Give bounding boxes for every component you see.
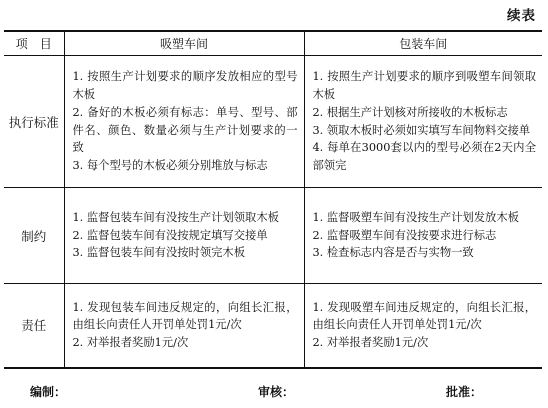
row-category: 制约 <box>4 188 64 284</box>
list-item: 2. 对举报者奖励1元/次 <box>312 336 429 350</box>
table-row-responsibility <box>4 284 542 368</box>
table-row-standard <box>4 56 542 188</box>
header-molding-workshop: 吸塑车间 <box>64 31 304 56</box>
table-row-constraint <box>4 188 542 284</box>
list-item: 2. 备好的木板必须有标志：单号、型号、部件名、颜色、数量必须与生产计划要求的一致 <box>72 105 298 155</box>
list-item: 3. 监督包装车间有没按时领完木板 <box>72 246 246 260</box>
list-item: 3. 检查标志内容是否与实物一致 <box>312 246 474 260</box>
continued-label: 续表 <box>507 8 536 24</box>
packing-cell <box>304 188 542 284</box>
list-item: 3. 领取木板时必须如实填写车间物料交接单 <box>312 123 531 137</box>
list-item: 2. 根据生产计划核对所接收的木板标志 <box>312 105 508 119</box>
row-category: 责任 <box>4 284 64 368</box>
list-item: 4. 每单在3000套以内的型号必须在2天内全部领完 <box>312 141 536 173</box>
header-packing-workshop: 包装车间 <box>304 31 542 56</box>
packing-cell <box>304 284 542 368</box>
reviewed-by-label: 审核： <box>258 385 295 399</box>
list-item: 1. 发现吸塑车间违反规定的，向组长汇报，由组长向责任人开罚单处罚1元/次 <box>312 300 536 332</box>
table-header-row <box>4 31 542 56</box>
packing-cell <box>304 56 542 188</box>
row-category: 执行标准 <box>4 56 64 188</box>
prepared-by-label: 编制： <box>30 385 67 399</box>
approved-by-label: 批准： <box>446 385 483 399</box>
molding-cell <box>64 188 304 284</box>
header-item: 项 目 <box>4 31 64 56</box>
list-item: 1. 按照生产计划要求的顺序发放相应的型号木板 <box>72 70 298 101</box>
responsibility-table <box>4 30 542 369</box>
list-item: 3. 每个型号的木板必须分别堆放与标志 <box>72 159 268 173</box>
list-item: 1. 监督包装车间有没按生产计划领取木板 <box>72 210 279 224</box>
molding-cell <box>64 284 304 368</box>
list-item: 1. 发现包装车间违反规定的，向组长汇报，由组长向责任人开罚单处罚1元/次 <box>72 300 298 332</box>
list-item: 2. 对举报者奖励1元/次 <box>72 336 189 350</box>
list-item: 1. 监督吸塑车间有没按生产计划发放木板 <box>312 210 519 224</box>
molding-cell <box>64 56 304 188</box>
list-item: 2. 监督吸塑车间有没按要求进行标志 <box>312 228 497 242</box>
list-item: 2. 监督包装车间有没按规定填写交接单 <box>72 228 268 242</box>
list-item: 1. 按照生产计划要求的顺序到吸塑车间领取木板 <box>312 70 536 101</box>
